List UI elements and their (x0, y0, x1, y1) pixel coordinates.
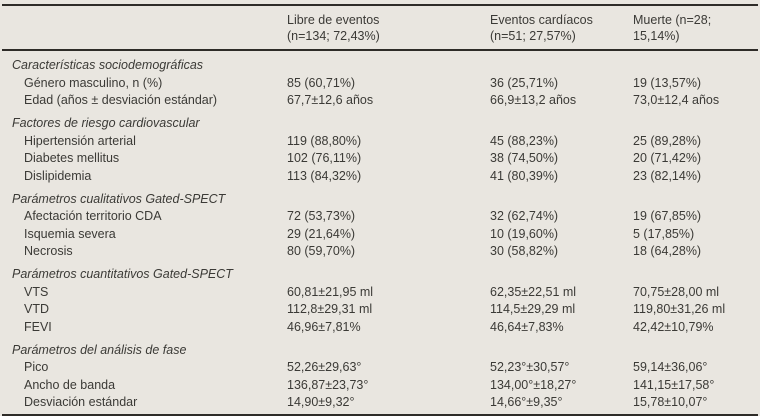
cell-value: 32 (62,74%) (490, 209, 559, 223)
cell-value: 42,42±10,79% (633, 319, 714, 334)
cell-value: 62,35±22,51 ml (490, 284, 577, 299)
section-header-cualitativos-gated-spect (2, 185, 758, 208)
cell-value: 19 (13,57%) (633, 75, 702, 90)
table-row (2, 394, 758, 416)
row-label: Género masculino, n (%) (24, 75, 163, 90)
table-row (2, 318, 758, 336)
cell-value: 10 (19,60%) (490, 226, 559, 241)
row-label: Hipertensión arterial (24, 133, 136, 148)
cell-value: 70,75±28,00 ml (633, 284, 720, 299)
table-row (2, 92, 758, 110)
section-title: Parámetros cuantitativos Gated-SPECT (12, 267, 233, 281)
header-col-eventos-cardiacos (490, 5, 633, 50)
header-line2: (n=134; 72,43%) (287, 29, 380, 43)
cell-value: 67,7±12,6 años (287, 93, 374, 107)
cell-value: 52,23°±30,57° (490, 360, 570, 374)
section-title: Factores de riesgo cardiovascular (12, 116, 200, 130)
table-row (2, 301, 758, 319)
table-row (2, 167, 758, 185)
cell-value: 119,80±31,26 ml (633, 302, 726, 316)
cell-value: 18 (64,28%) (633, 244, 702, 258)
row-label: Isquemia severa (24, 226, 116, 241)
cell-value: 85 (60,71%) (287, 75, 356, 90)
table-row (2, 74, 758, 92)
cell-value: 114,5±29,29 ml (490, 302, 576, 316)
table-row (2, 243, 758, 261)
cell-value: 66,9±13,2 años (490, 93, 577, 107)
header-line2: 15,14%) (633, 29, 680, 43)
row-label: Necrosis (24, 244, 73, 258)
header-line1: Muerte (n=28; (633, 13, 712, 27)
table-row (2, 376, 758, 394)
cell-value: 80 (59,70%) (287, 244, 356, 258)
cell-value: 73,0±12,4 años (633, 93, 720, 107)
row-label: Edad (años ± desviación estándar) (24, 93, 218, 107)
section-header-cuantitativos-gated-spect (2, 260, 758, 283)
row-label: VTD (24, 302, 49, 316)
table-row (2, 208, 758, 226)
cell-value: 30 (58,82%) (490, 244, 559, 258)
section-header-sociodemograficas (2, 50, 758, 74)
cell-value: 36 (25,71%) (490, 75, 559, 90)
table-row (2, 150, 758, 168)
row-label: FEVI (24, 319, 52, 334)
header-line2: (n=51; 27,57%) (490, 29, 576, 43)
cell-value: 25 (89,28%) (633, 133, 702, 148)
cell-value: 45 (88,23%) (490, 133, 559, 148)
row-label: VTS (24, 284, 49, 299)
cell-value: 102 (76,11%) (287, 151, 362, 165)
cell-value: 134,00°±18,27° (490, 377, 577, 392)
section-title: Parámetros del análisis de fase (12, 342, 187, 357)
cell-value: 14,66°±9,35° (490, 395, 563, 409)
cell-value: 29 (21,64%) (287, 226, 356, 241)
row-label: Desviación estándar (24, 395, 138, 409)
header-col-libre-de-eventos (287, 5, 490, 50)
header-row (2, 5, 758, 50)
outcomes-table (2, 4, 758, 416)
cell-value: 52,26±29,63° (287, 360, 362, 374)
cell-value: 19 (67,85%) (633, 209, 702, 223)
cell-value: 15,78±10,07° (633, 395, 708, 409)
cell-value: 136,87±23,73° (287, 377, 369, 392)
cell-value: 23 (82,14%) (633, 168, 702, 183)
cell-value: 14,90±9,32° (287, 395, 355, 409)
table-row (2, 132, 758, 150)
section-title: Parámetros cualitativos Gated-SPECT (12, 191, 226, 206)
section-title: Características sociodemográficas (12, 58, 204, 72)
row-label: Ancho de banda (24, 377, 116, 392)
cell-value: 46,96±7,81% (287, 319, 361, 334)
cell-value: 60,81±21,95 ml (287, 284, 374, 299)
cell-value: 72 (53,73%) (287, 209, 356, 223)
cell-value: 119 (88,80%) (287, 133, 362, 148)
header-col-muerte (633, 5, 758, 50)
row-label: Afectación territorio CDA (24, 209, 162, 223)
cell-value: 113 (84,32%) (287, 168, 362, 183)
cell-value: 5 (17,85%) (633, 226, 695, 241)
row-label: Pico (24, 360, 49, 374)
row-label: Dislipidemia (24, 168, 92, 183)
cell-value: 141,15±17,58° (633, 377, 715, 392)
table-row (2, 225, 758, 243)
cell-value: 59,14±36,06° (633, 360, 708, 374)
table-row (2, 359, 758, 377)
header-line1: Libre de eventos (287, 13, 380, 27)
header-line1: Eventos cardíacos (490, 13, 593, 27)
cell-value: 112,8±29,31 ml (287, 302, 373, 316)
section-header-riesgo-cardiovascular (2, 109, 758, 132)
section-header-analisis-de-fase (2, 336, 758, 359)
cell-value: 46,64±7,83% (490, 319, 564, 334)
row-label: Diabetes mellitus (24, 151, 120, 165)
header-empty-cell (2, 5, 287, 50)
table-row (2, 283, 758, 301)
cell-value: 38 (74,50%) (490, 151, 559, 165)
cell-value: 41 (80,39%) (490, 168, 559, 183)
cell-value: 20 (71,42%) (633, 151, 702, 165)
